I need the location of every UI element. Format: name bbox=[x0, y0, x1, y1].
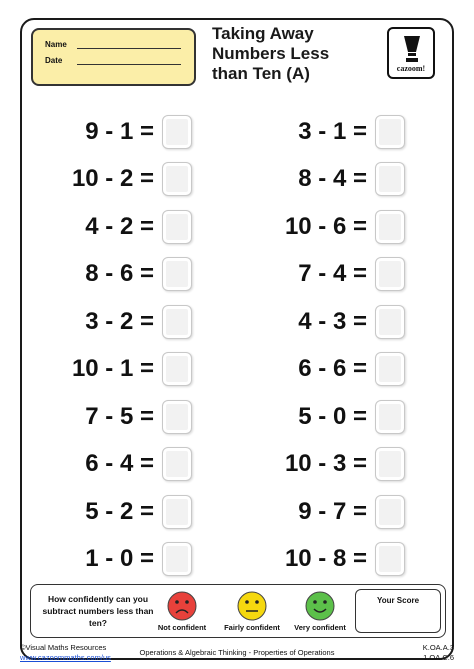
problem-expression: 5 - 0 = bbox=[298, 402, 367, 430]
problem-row bbox=[40, 251, 192, 299]
answer-box[interactable] bbox=[162, 210, 192, 244]
answer-box[interactable] bbox=[375, 162, 405, 196]
problem-expression: 9 - 7 = bbox=[298, 497, 367, 525]
problem-row bbox=[40, 488, 192, 536]
problem-expression: 1 - 0 = bbox=[85, 545, 154, 573]
score-label: Your Score bbox=[376, 596, 420, 605]
answer-box[interactable] bbox=[162, 257, 192, 291]
answer-box[interactable] bbox=[162, 162, 192, 196]
title-line-3: than Ten (A) bbox=[212, 64, 310, 83]
not-confident-option[interactable] bbox=[147, 591, 217, 632]
very-confident-label: Very confident bbox=[294, 623, 346, 632]
topic-text: Operations & Algebraic Thinking - Properties of Operations bbox=[139, 648, 335, 657]
confidence-box bbox=[30, 584, 446, 638]
answer-box[interactable] bbox=[162, 542, 192, 576]
copyright-text: ©Visual Maths Resources bbox=[20, 643, 107, 652]
problem-row bbox=[40, 156, 192, 204]
fairly-confident-label: Fairly confident bbox=[224, 623, 280, 632]
problem-row bbox=[40, 393, 192, 441]
worksheet-title bbox=[212, 24, 382, 84]
problem-row bbox=[265, 488, 405, 536]
problem-expression: 10 - 1 = bbox=[71, 355, 154, 383]
problem-expression: 4 - 2 = bbox=[85, 212, 154, 240]
problem-row bbox=[265, 251, 405, 299]
problem-row bbox=[40, 536, 192, 584]
problem-row bbox=[265, 298, 405, 346]
problem-row bbox=[40, 203, 192, 251]
name-date-box bbox=[31, 28, 196, 86]
problem-expression: 10 - 8 = bbox=[284, 545, 367, 573]
answer-box[interactable] bbox=[162, 400, 192, 434]
happy-face-icon bbox=[305, 591, 335, 621]
problem-row bbox=[265, 441, 405, 489]
problem-row bbox=[265, 536, 405, 584]
problem-expression: 10 - 6 = bbox=[284, 212, 367, 240]
answer-box[interactable] bbox=[375, 210, 405, 244]
problem-expression: 7 - 5 = bbox=[85, 402, 154, 430]
answer-box[interactable] bbox=[162, 352, 192, 386]
problem-row bbox=[265, 203, 405, 251]
answer-box[interactable] bbox=[162, 447, 192, 481]
trophy-icon bbox=[403, 35, 421, 63]
answer-box[interactable] bbox=[375, 257, 405, 291]
problem-row bbox=[40, 346, 192, 394]
score-box[interactable] bbox=[355, 589, 441, 633]
answer-box[interactable] bbox=[162, 305, 192, 339]
fairly-confident-option[interactable] bbox=[217, 591, 287, 632]
answer-box[interactable] bbox=[162, 495, 192, 529]
problem-expression: 10 - 2 = bbox=[71, 165, 154, 193]
answer-box[interactable] bbox=[375, 400, 405, 434]
answer-box[interactable] bbox=[375, 305, 405, 339]
answer-box[interactable] bbox=[375, 115, 405, 149]
standard-code-2: 1.OA.C.6 bbox=[423, 653, 454, 662]
footer-right bbox=[423, 643, 454, 663]
title-line-1: Taking Away bbox=[212, 24, 314, 43]
name-label: Name bbox=[45, 40, 67, 49]
date-field[interactable] bbox=[77, 57, 181, 65]
problem-expression: 4 - 3 = bbox=[298, 307, 367, 335]
problem-expression: 3 - 2 = bbox=[85, 307, 154, 335]
problem-row bbox=[40, 298, 192, 346]
problem-expression: 8 - 6 = bbox=[85, 260, 154, 288]
answer-box[interactable] bbox=[375, 495, 405, 529]
problem-expression: 9 - 1 = bbox=[85, 117, 154, 145]
sad-face-icon bbox=[167, 591, 197, 621]
answer-box[interactable] bbox=[375, 352, 405, 386]
answer-box[interactable] bbox=[162, 115, 192, 149]
title-line-2: Numbers Less bbox=[212, 44, 330, 63]
cazoom-logo bbox=[387, 27, 435, 79]
problems-left-column bbox=[40, 108, 192, 583]
not-confident-label: Not confident bbox=[157, 623, 207, 632]
problem-expression: 8 - 4 = bbox=[298, 165, 367, 193]
problem-row bbox=[265, 346, 405, 394]
confidence-question: How confidently can you subtract numbers less than ten? bbox=[42, 594, 154, 628]
answer-box[interactable] bbox=[375, 447, 405, 481]
logo-text: cazoom! bbox=[396, 64, 426, 73]
problem-row bbox=[40, 108, 192, 156]
problems-right-column bbox=[265, 108, 405, 583]
problem-expression: 6 - 6 = bbox=[298, 355, 367, 383]
problem-expression: 6 - 4 = bbox=[85, 450, 154, 478]
website-link[interactable]: www.cazoommaths.com/us bbox=[20, 653, 111, 662]
problem-expression: 3 - 1 = bbox=[298, 117, 367, 145]
problem-row bbox=[265, 393, 405, 441]
date-label: Date bbox=[45, 56, 63, 65]
problem-row bbox=[265, 156, 405, 204]
problem-expression: 10 - 3 = bbox=[284, 450, 367, 478]
answer-box[interactable] bbox=[375, 542, 405, 576]
neutral-face-icon bbox=[237, 591, 267, 621]
name-field[interactable] bbox=[77, 41, 181, 49]
problem-row bbox=[265, 108, 405, 156]
very-confident-option[interactable] bbox=[285, 591, 355, 632]
standard-code-1: K.OA.A.3 bbox=[422, 643, 454, 652]
problem-expression: 7 - 4 = bbox=[298, 260, 367, 288]
problem-row bbox=[40, 441, 192, 489]
problem-expression: 5 - 2 = bbox=[85, 497, 154, 525]
